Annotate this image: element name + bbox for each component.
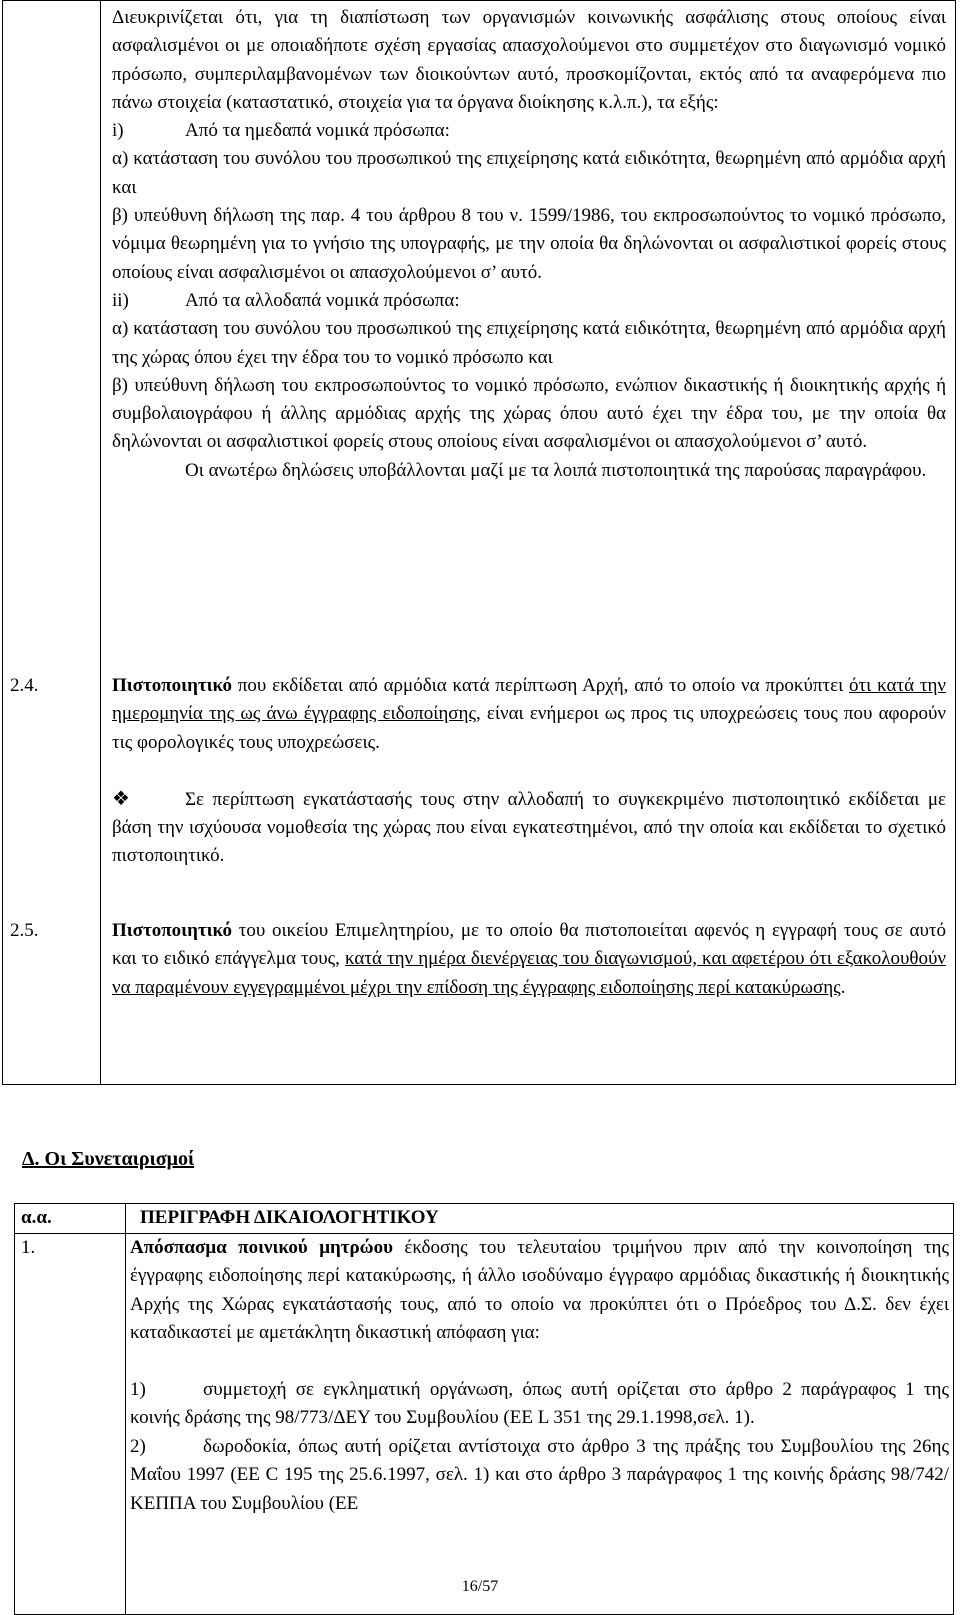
row-index: 1. bbox=[15, 1233, 126, 1614]
table-row bbox=[15, 1233, 954, 1614]
sub-item-2: 2) δωροδοκία, όπως αυτή ορίζεται αντίστοιχα στο άρθρο 3 της πράξης του Συμβουλίου της 26ης Μαΐου 1997 (ΕΕ C 195 της 25.6.1997, σελ. 1) και στο άρθρο 3 παράγραφος 1 της κοινής δράσης 98/742/ΚΕΠΠΑ του Συμβουλίου (ΕΕ bbox=[130, 1435, 949, 1514]
domestic-item-b: β) υπεύθυνη δήλωση της παρ. 4 του άρθρου 8 του ν. 1599/1986, του εκπροσωπούντος το νομικό πρόσωπο, νόμιμα θεωρημένη για το γνήσιο της υπογραφής, με την οποία θα δηλώνονται οι ασφαλιστικοί φορείς στους οποίους είναι ασφαλισμένοι οι απασχολούμενοι σ’ αυτό. bbox=[112, 205, 946, 283]
item-number-2-5: 2.5. bbox=[10, 920, 39, 941]
closing-paragraph: Οι ανωτέρω δηλώσεις υποβάλλονται μαζί με τα λοιπά πιστοποιητικά της παρούσας παραγράφου. bbox=[185, 459, 927, 481]
item-2-4-note: ❖ Σε περίπτωση εγκατάστασής τους στην αλλοδαπή το συγκεκριμένο πιστοποιητικό εκδίδεται με βάση την ισχύουσα νομοθεσία της χώρας που είναι εγκατεστημένοι, από την οποία και εκδίδεται το σχετικό πιστοποιητικό. bbox=[112, 785, 946, 871]
foreign-item-a: α) κατάσταση του συνόλου του προσωπικού της επιχείρησης κατά ειδικότητα, θεωρημένη από αρμόδια αρχή της χώρας όπου έχει την έδρα του το νομικό πρόσωπο και bbox=[112, 318, 946, 368]
section-title: Δ. Οι Συνεταιρισμοί bbox=[22, 1148, 195, 1170]
foreign-entities-heading: ii) Από τα αλλοδαπά νομικά πρόσωπα: bbox=[112, 289, 460, 311]
row-description bbox=[126, 1233, 954, 1614]
item-2-4-text: Πιστοποιητικό που εκδίδεται από αρμόδια κατά περίπτωση Αρχή, από το οποίο να προκύπτει ότι κατά την ημερομηνία της ως άνω έγγραφης ειδοποίησης, είναι ενήμεροι ως προς τις υποχρεώσεις τους που αφορούν τις φορολογικές τους υποχρεώσεις. bbox=[112, 675, 946, 753]
page-number: 16/57 bbox=[461, 1578, 499, 1595]
domestic-item-a: α) κατάσταση του συνόλου του προσωπικού της επιχείρησης κατά ειδικότητα, θεωρημένη από αρμόδια αρχή και bbox=[112, 148, 946, 198]
item-2-4-block bbox=[112, 672, 946, 871]
item-number-2-4: 2.4. bbox=[10, 675, 39, 696]
domestic-entities-heading: i) Από τα ημεδαπά νομικά πρόσωπα: bbox=[112, 120, 450, 142]
table-header-row bbox=[15, 1204, 954, 1234]
header-description: ΠΕΡΙΓΡΑΦΗ ΔΙΚΑΙΟΛΟΓΗΤΙΚΟΥ bbox=[126, 1204, 954, 1234]
sub-item-1: 1) συμμετοχή σε εγκληματική οργάνωση, όπως αυτή ορίζεται στο άρθρο 2 παράγραφος 1 της κοινής δράσης της 98/773/ΔΕΥ του Συμβουλίου (ΕΕ L 351 της 29.1.1998,σελ. 1). bbox=[130, 1378, 949, 1428]
cooperatives-table bbox=[14, 1203, 954, 1615]
foreign-item-b: β) υπεύθυνη δήλωση του εκπροσωπούντος το νομικό πρόσωπο, ενώπιον δικαστικής ή διοικητικής αρχής ή συμβολαιογράφου ή άλλης αρμόδιας αρχής της χώρας όπου αυτό έχει την έδρα του, με την οποία θα δηλώνονται οι ασφαλιστικοί φορείς στους οποίους είναι ασφαλισμένοι οι απασχολούμενοι σ’ αυτό. bbox=[112, 374, 946, 453]
item-2-5-block bbox=[112, 917, 946, 1002]
header-index: α.α. bbox=[15, 1204, 126, 1234]
insurance-clarification-block bbox=[112, 4, 946, 485]
diamond-bullet-icon: ❖ bbox=[112, 787, 130, 810]
item-2-5-text: Πιστοποιητικό του οικείου Επιμελητηρίου, με το οποίο θα πιστοποιείται αφενός η εγγραφή τους σε αυτό και το ειδικό επάγγελμα τους, κατά την ημέρα διενέργειας του διαγωνισμού, και αφετέρου ότι εξακολουθούν να παραμένουν εγγεγραμμένοι μέχρι την επίδοση της έγγραφης ειδοποίησης περί κατακύρωσης. bbox=[112, 920, 946, 998]
clarification-paragraph: Διευκρινίζεται ότι, για τη διαπίστωση των οργανισμών κοινωνικής ασφάλισης στους οποίους είναι ασφαλισμένοι οι με οποιαδήποτε σχέση εργασίας απασχολούμενοι στο συμμετέχον στο διαγωνισμό νομικό πρόσωπο, συμπεριλαμβανομένων των διοικούντων αυτό, προσκομίζονται, εκτός από τα αναφερόμενα πιο πάνω στοιχεία (καταστατικό, στοιχεία για τα όργανα διοίκησης κ.λ.π.), τα εξής: bbox=[112, 7, 946, 113]
criminal-record-text: Απόσπασμα ποινικού μητρώου έκδοσης του τελευταίου τριμήνου πριν από την κοινοποίηση της έγγραφης ειδοποίησης περί κατακύρωσης, ή άλλο ισοδύναμο έγγραφο αρμόδιας δικαστικής ή διοικητικής Αρχής της Χώρας εγκατάστασής τους, από το οποίο να προκύπτει ότι ο Πρόεδρος του Δ.Σ. δεν έχει καταδικαστεί με αμετάκλητη δικαστική απόφαση για: bbox=[130, 1236, 950, 1343]
